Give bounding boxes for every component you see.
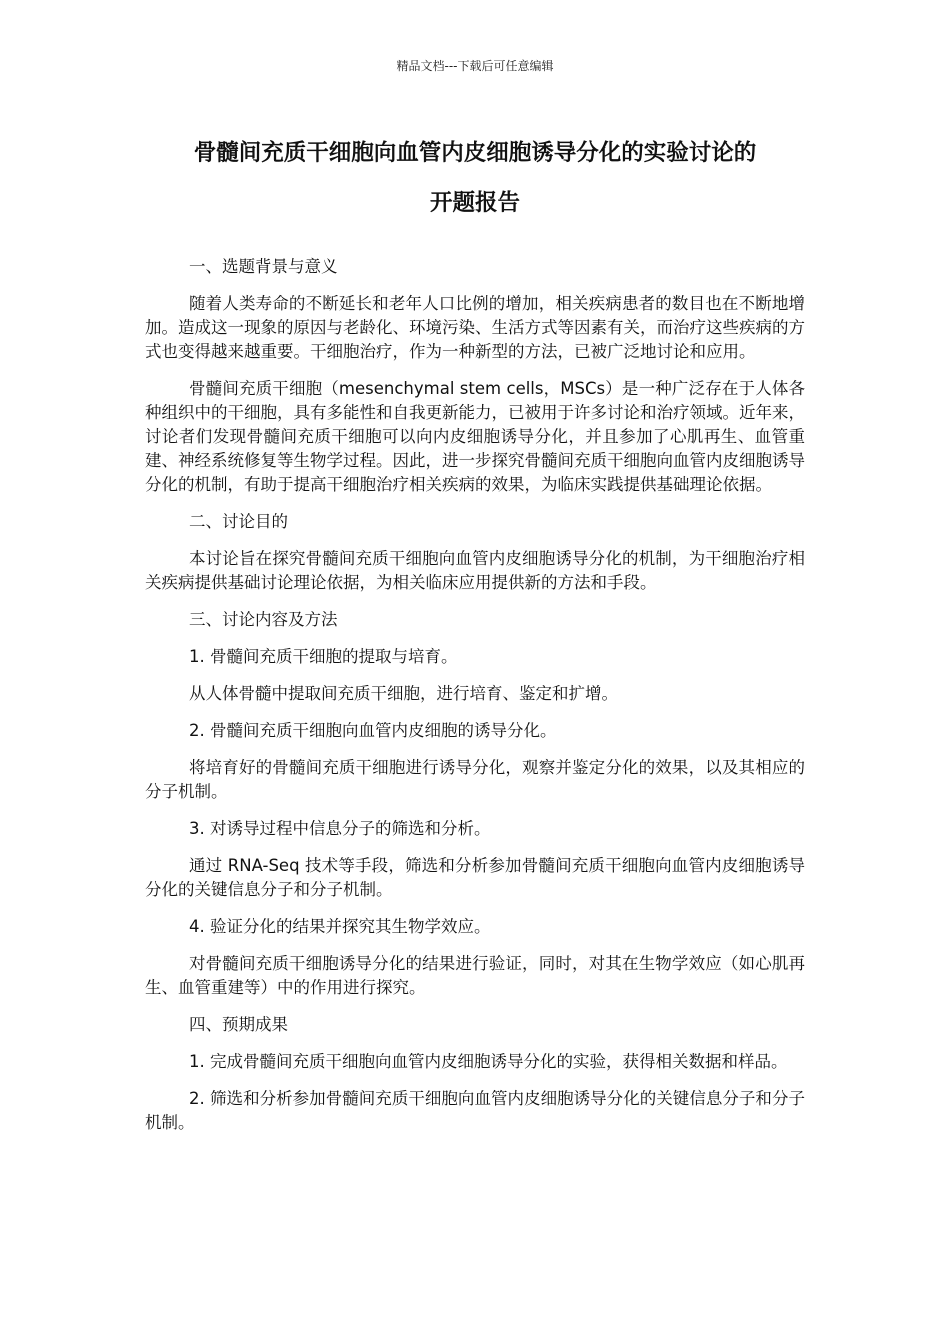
document-body [145,255,805,1148]
method-item-2: 2. 骨髓间充质干细胞向血管内皮细胞的诱导分化。 [189,721,557,740]
outcome-item-1: 1. 完成骨髓间充质干细胞向血管内皮细胞诱导分化的实验，获得相关数据和样品。 [189,1052,788,1071]
section-heading-purpose: 二、讨论目的 [189,512,288,531]
method-item-1: 1. 骨髓间充质干细胞的提取与培育。 [189,647,458,666]
paragraph-background-2: 骨髓间充质干细胞（mesenchymal stem cells，MSCs）是一种广泛存在于人体各种组织中的干细胞，具有多能性和自我更新能力，已被用于许多讨论和治疗领域。近年来，讨论者们发现骨髓间充质干细胞可以向内皮细胞诱导分化，并且参加了心肌再生、血管重建、神经系统修复等生物学过程。因此，进一步探究骨髓间充质干细胞向血管内皮细胞诱导分化的机制，有助于提高干细胞治疗相关疾病的效果，为临床实践提供基础理论依据。 [145,379,805,494]
method-item-2-detail: 将培育好的骨髓间充质干细胞进行诱导分化，观察并鉴定分化的效果，以及其相应的分子机制。 [145,758,805,801]
title-line-1: 骨髓间充质干细胞向血管内皮细胞诱导分化的实验讨论的 [193,140,757,166]
method-item-3-detail: 通过 RNA-Seq 技术等手段，筛选和分析参加骨髓间充质干细胞向血管内皮细胞诱导分化的关键信息分子和分子机制。 [145,856,805,899]
method-item-1-detail: 从人体骨髓中提取间充质干细胞，进行培育、鉴定和扩增。 [189,684,618,703]
method-item-4-detail: 对骨髓间充质干细胞诱导分化的结果进行验证，同时，对其在生物学效应（如心肌再生、血管重建等）中的作用进行探究。 [145,954,805,997]
section-heading-background: 一、选题背景与意义 [189,257,338,276]
outcome-item-2: 2. 筛选和分析参加骨髓间充质干细胞向血管内皮细胞诱导分化的关键信息分子和分子机制。 [145,1089,805,1132]
paragraph-purpose: 本讨论旨在探究骨髓间充质干细胞向血管内皮细胞诱导分化的机制，为干细胞治疗相关疾病提供基础讨论理论依据，为相关临床应用提供新的方法和手段。 [145,549,805,592]
method-item-4: 4. 验证分化的结果并探究其生物学效应。 [189,917,491,936]
method-item-3: 3. 对诱导过程中信息分子的筛选和分析。 [189,819,491,838]
header-note: 精品文档---下载后可任意编辑 [396,59,554,73]
document-title [145,128,805,228]
paragraph-background-1: 随着人类寿命的不断延长和老年人口比例的增加，相关疾病患者的数目也在不断地增加。造成这一现象的原因与老龄化、环境污染、生活方式等因素有关，而治疗这些疾病的方式也变得越来越重要。干细胞治疗，作为一种新型的方法，已被广泛地讨论和应用。 [145,294,805,361]
title-line-2: 开题报告 [429,190,520,216]
section-heading-methods: 三、讨论内容及方法 [189,610,338,629]
section-heading-outcomes: 四、预期成果 [189,1015,288,1034]
